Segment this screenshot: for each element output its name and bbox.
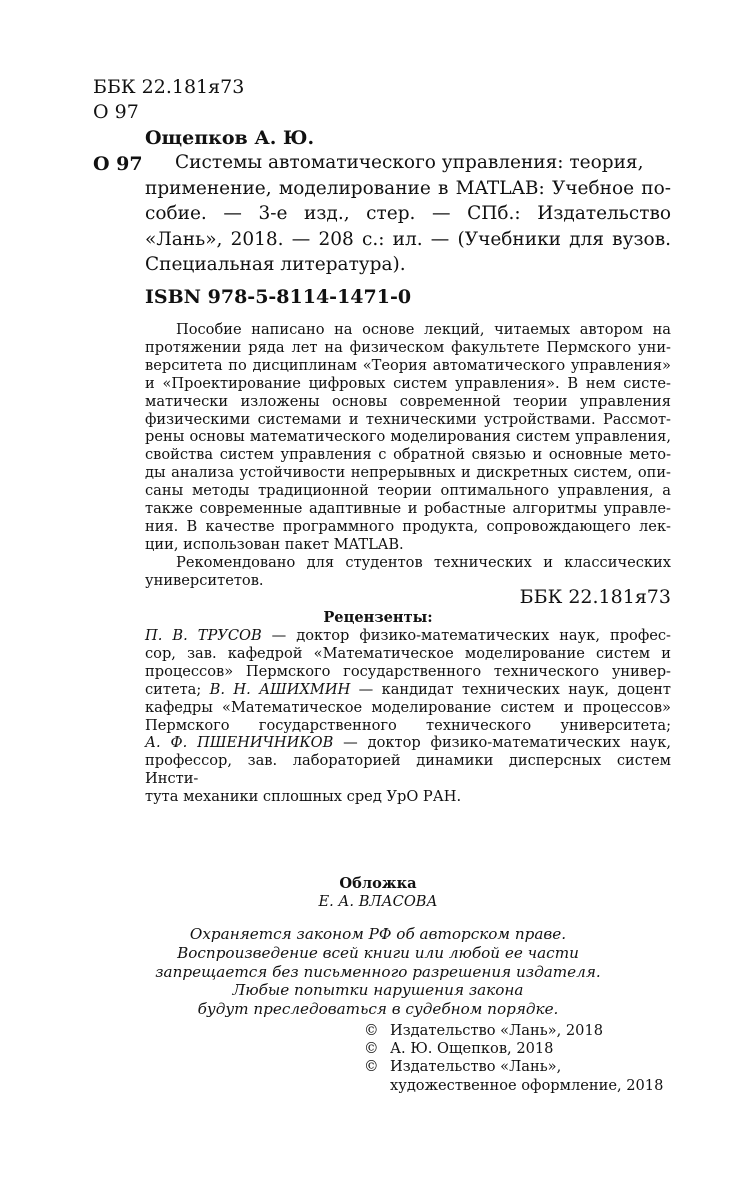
- reviewer-line: тута механики сплошных сред УрО РАН.: [145, 788, 462, 806]
- annotation-line: ния. В качестве программного продукта, сопровождающего лек-: [145, 517, 671, 535]
- copyright-block: [364, 1022, 663, 1095]
- annotation-line: ции, использован пакет MATLAB.: [145, 535, 404, 553]
- description-line: применение, моделирование в MATLAB: Учебное по-: [145, 177, 671, 199]
- annotation-line: протяжении ряда лет на физическом факультете Пермского уни-: [145, 338, 671, 356]
- reviewer-line: П. В. ТРУСОВ — доктор физико-математических наук, профес-: [145, 627, 671, 644]
- bbk-index-top: ББК 22.181я73: [93, 76, 245, 98]
- author-code-top: О 97: [93, 101, 139, 123]
- annotation-line: рены основы математического моделирования систем управления,: [145, 428, 671, 446]
- copyright-line: © Издательство «Лань»,: [364, 1058, 562, 1076]
- reviewer-name: П. В. ТРУСОВ: [145, 627, 262, 644]
- notice-line: будут преследоваться в судебном порядке.: [197, 1000, 559, 1019]
- copyright-line: © Издательство «Лань», 2018: [364, 1022, 604, 1039]
- cover-designer: Е. А. ВЛАСОВА: [318, 893, 438, 910]
- recommendation-line: Рекомендовано для студентов технических и классических: [176, 553, 671, 571]
- reviewer-line: сор, зав. кафедрой «Математическое моделирование систем и: [145, 644, 671, 662]
- annotation-line: ды анализа устойчивости непрерывных и дискретных систем, опи-: [145, 464, 671, 482]
- bbk-index-right: ББК 22.181я73: [519, 586, 671, 608]
- reviewer-line: профессор, зав. лабораторией динамики дисперсных систем Инсти-: [145, 752, 671, 788]
- notice-line: Воспроизведение всей книги или любой ее части: [177, 943, 579, 962]
- annotation-line: саны методы традиционной теории оптимального управления, а: [145, 482, 671, 500]
- reviewer-name: А. Ф. ПШЕНИЧНИКОВ: [145, 734, 334, 752]
- reviewer-line: ситета; В. Н. АШИХМИН — кандидат технических наук, доцент: [145, 680, 671, 698]
- notice-line: запрещается без письменного разрешения издателя.: [155, 962, 601, 981]
- copyright-line: © А. Ю. Ощепков, 2018: [364, 1040, 554, 1058]
- copyright-notice: [0, 925, 756, 1019]
- recommendation-line: университетов.: [145, 571, 264, 589]
- reviewers-heading: Рецензенты:: [323, 609, 433, 626]
- annotation: [145, 321, 671, 590]
- description-line: Специальная литература).: [145, 254, 406, 276]
- description-line: Системы автоматического управления: теория,: [175, 152, 644, 173]
- reviewers-text: [145, 627, 671, 806]
- copyright-line: художественное оформление, 2018: [390, 1076, 664, 1094]
- annotation-line: верситета по дисциплинам «Теория автоматического управления»: [145, 356, 671, 374]
- copyright-icon: ©: [364, 1040, 379, 1058]
- bibliographic-description: [145, 150, 671, 278]
- notice-line: Охраняется законом РФ об авторском праве.: [189, 925, 567, 943]
- reviewer-line: Пермского государственного технического университета;: [145, 716, 671, 734]
- description-line: собие. — 3-е изд., стер. — СПб.: Издательство: [145, 203, 671, 225]
- cover-heading: Обложка: [339, 875, 417, 892]
- annotation-line: Пособие написано на основе лекций, читаемых автором на: [176, 321, 671, 338]
- description-line: «Лань», 2018. — 208 с.: ил. — (Учебники для вузов.: [145, 228, 671, 250]
- author-name: Ощепков А. Ю.: [145, 127, 315, 149]
- reviewer-line: кафедры «Математическое моделирование систем и процессов»: [145, 698, 671, 716]
- reviewer-line: А. Ф. ПШЕНИЧНИКОВ — доктор физико-математических наук,: [145, 734, 671, 752]
- reviewer-line: процессов» Пермского государственного технического универ-: [145, 662, 671, 680]
- reviewer-name: В. Н. АШИХМИН: [209, 680, 351, 698]
- isbn: ISBN 978-5-8114-1471-0: [145, 286, 412, 308]
- copyright-icon: ©: [364, 1058, 379, 1076]
- annotation-line: матически изложены основы современной теории управления: [145, 392, 671, 410]
- copyright-icon: ©: [364, 1022, 379, 1039]
- annotation-line: также современные адаптивные и робастные алгоритмы управле-: [145, 500, 671, 518]
- annotation-line: и «Проектирование цифровых систем управления». В нем систе-: [145, 374, 671, 392]
- annotation-line: физическими системами и техническими устройствами. Рассмот-: [145, 410, 671, 428]
- annotation-line: свойства систем управления с обратной связью и основные мето-: [145, 446, 671, 464]
- author-code-bold: О 97: [93, 153, 143, 175]
- notice-line: Любые попытки нарушения закона: [232, 981, 524, 1000]
